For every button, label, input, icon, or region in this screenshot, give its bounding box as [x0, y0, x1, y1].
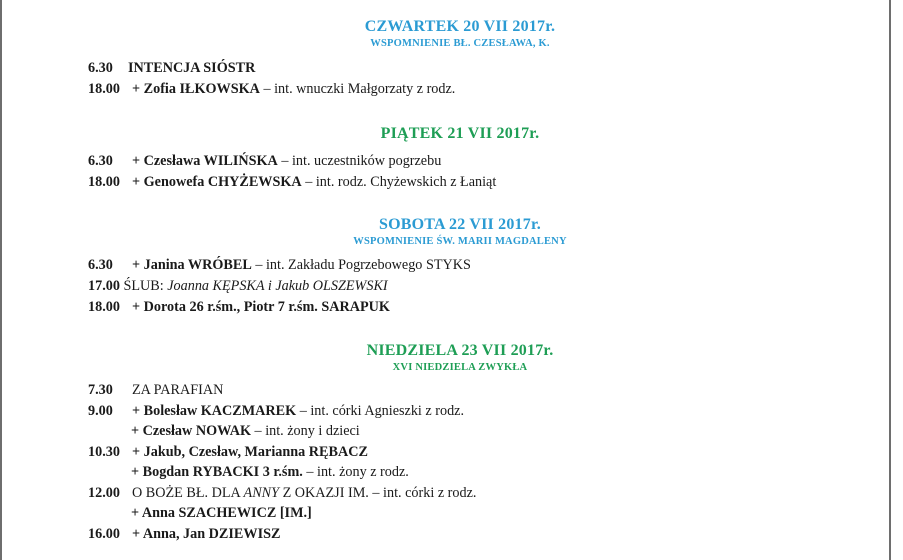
mass-time: 6.30 — [88, 257, 113, 273]
intention-note: – int. wnuczki Małgorzaty z rodz. — [259, 81, 456, 97]
mass-intention: + Anna SZACHEWICZ [IM.] — [131, 505, 312, 521]
mass-time: 18.00 — [88, 81, 120, 97]
wedding-couple: Joanna KĘPSKA i Jakub OLSZEWSKI — [167, 278, 388, 294]
mass-intention: + Czesława WILIŃSKA — [132, 153, 278, 169]
mass-entry — [88, 401, 464, 421]
mass-entry — [88, 442, 368, 462]
mass-entry — [131, 421, 360, 441]
mass-time: 10.30 — [88, 444, 120, 460]
intention-name: ANNY — [243, 485, 280, 501]
mass-entry — [88, 483, 476, 503]
mass-time: 6.30 — [88, 60, 113, 76]
mass-entry — [88, 297, 390, 317]
intention-note: – int. Zakładu Pogrzebowego STYKS — [251, 257, 471, 273]
mass-intention: + Anna, Jan DZIEWISZ — [132, 526, 281, 542]
page-right-rule — [889, 0, 891, 560]
mass-entry — [131, 503, 312, 523]
mass-intention: + Czesław NOWAK — [131, 423, 251, 439]
mass-entry — [88, 151, 441, 171]
intention-note: – int. rodz. Chyżewskich z Łaniąt — [301, 174, 497, 190]
intention-note: – int. żony i dzieci — [251, 423, 360, 439]
mass-time: 18.00 — [88, 299, 120, 315]
mass-entry — [88, 79, 455, 99]
day-title-sunday: NIEDZIELA 23 VII 2017r. — [366, 342, 554, 359]
mass-entry — [88, 524, 280, 544]
day-subtitle-saturday: WSPOMNIENIE ŚW. MARII MAGDALENY — [353, 236, 567, 247]
mass-intention: + Genowefa CHYŻEWSKA — [132, 174, 302, 190]
mass-intention: + Bogdan RYBACKI 3 r.śm. — [131, 464, 303, 480]
intention-note: – int. żony z rodz. — [302, 464, 409, 480]
mass-time: 18.00 — [88, 174, 120, 190]
mass-intention: + Zofia IŁKOWSKA — [132, 81, 260, 97]
mass-time: 16.00 — [88, 526, 120, 542]
mass-intention: + Bolesław KACZMAREK — [132, 403, 297, 419]
mass-time: 9.00 — [88, 403, 113, 419]
intention-note: – int. córki Agnieszki z rodz. — [296, 403, 465, 419]
mass-intention: + Jakub, Czesław, Marianna RĘBACZ — [132, 444, 368, 460]
page-left-rule — [0, 0, 2, 560]
intention-note: – int. uczestników pogrzebu — [277, 153, 442, 169]
day-title-friday: PIĄTEK 21 VII 2017r. — [380, 125, 540, 142]
intention-prefix: O BOŻE BŁ. DLA — [132, 485, 244, 501]
mass-time: 12.00 — [88, 485, 120, 501]
mass-intention: + Dorota 26 r.śm., Piotr 7 r.śm. SARAPUK — [132, 299, 390, 315]
mass-entry — [88, 276, 388, 296]
mass-entry — [88, 380, 223, 400]
mass-entry — [88, 172, 496, 192]
mass-entry — [88, 255, 471, 275]
day-title-saturday: SOBOTA 22 VII 2017r. — [379, 216, 541, 233]
intention-note: – int. córki z rodz. — [368, 485, 477, 501]
mass-time: 7.30 — [88, 382, 113, 398]
mass-time: 6.30 — [88, 153, 113, 169]
day-title-thursday: CZWARTEK 20 VII 2017r. — [364, 18, 556, 35]
mass-time: 17.00 — [88, 278, 120, 294]
mass-intention: + Janina WRÓBEL — [132, 257, 252, 273]
mass-entry — [88, 58, 255, 78]
mass-intention: ZA PARAFIAN — [132, 382, 224, 398]
day-subtitle-thursday: WSPOMNIENIE BŁ. CZESŁAWA, K. — [370, 38, 550, 49]
mass-intention: INTENCJA SIÓSTR — [128, 60, 256, 76]
mass-entry — [131, 462, 409, 482]
intention-suffix: Z OKAZJI IM. — [279, 485, 369, 501]
day-subtitle-sunday: XVI NIEDZIELA ZWYKŁA — [392, 362, 528, 373]
wedding-label: ŚLUB: — [123, 278, 168, 294]
